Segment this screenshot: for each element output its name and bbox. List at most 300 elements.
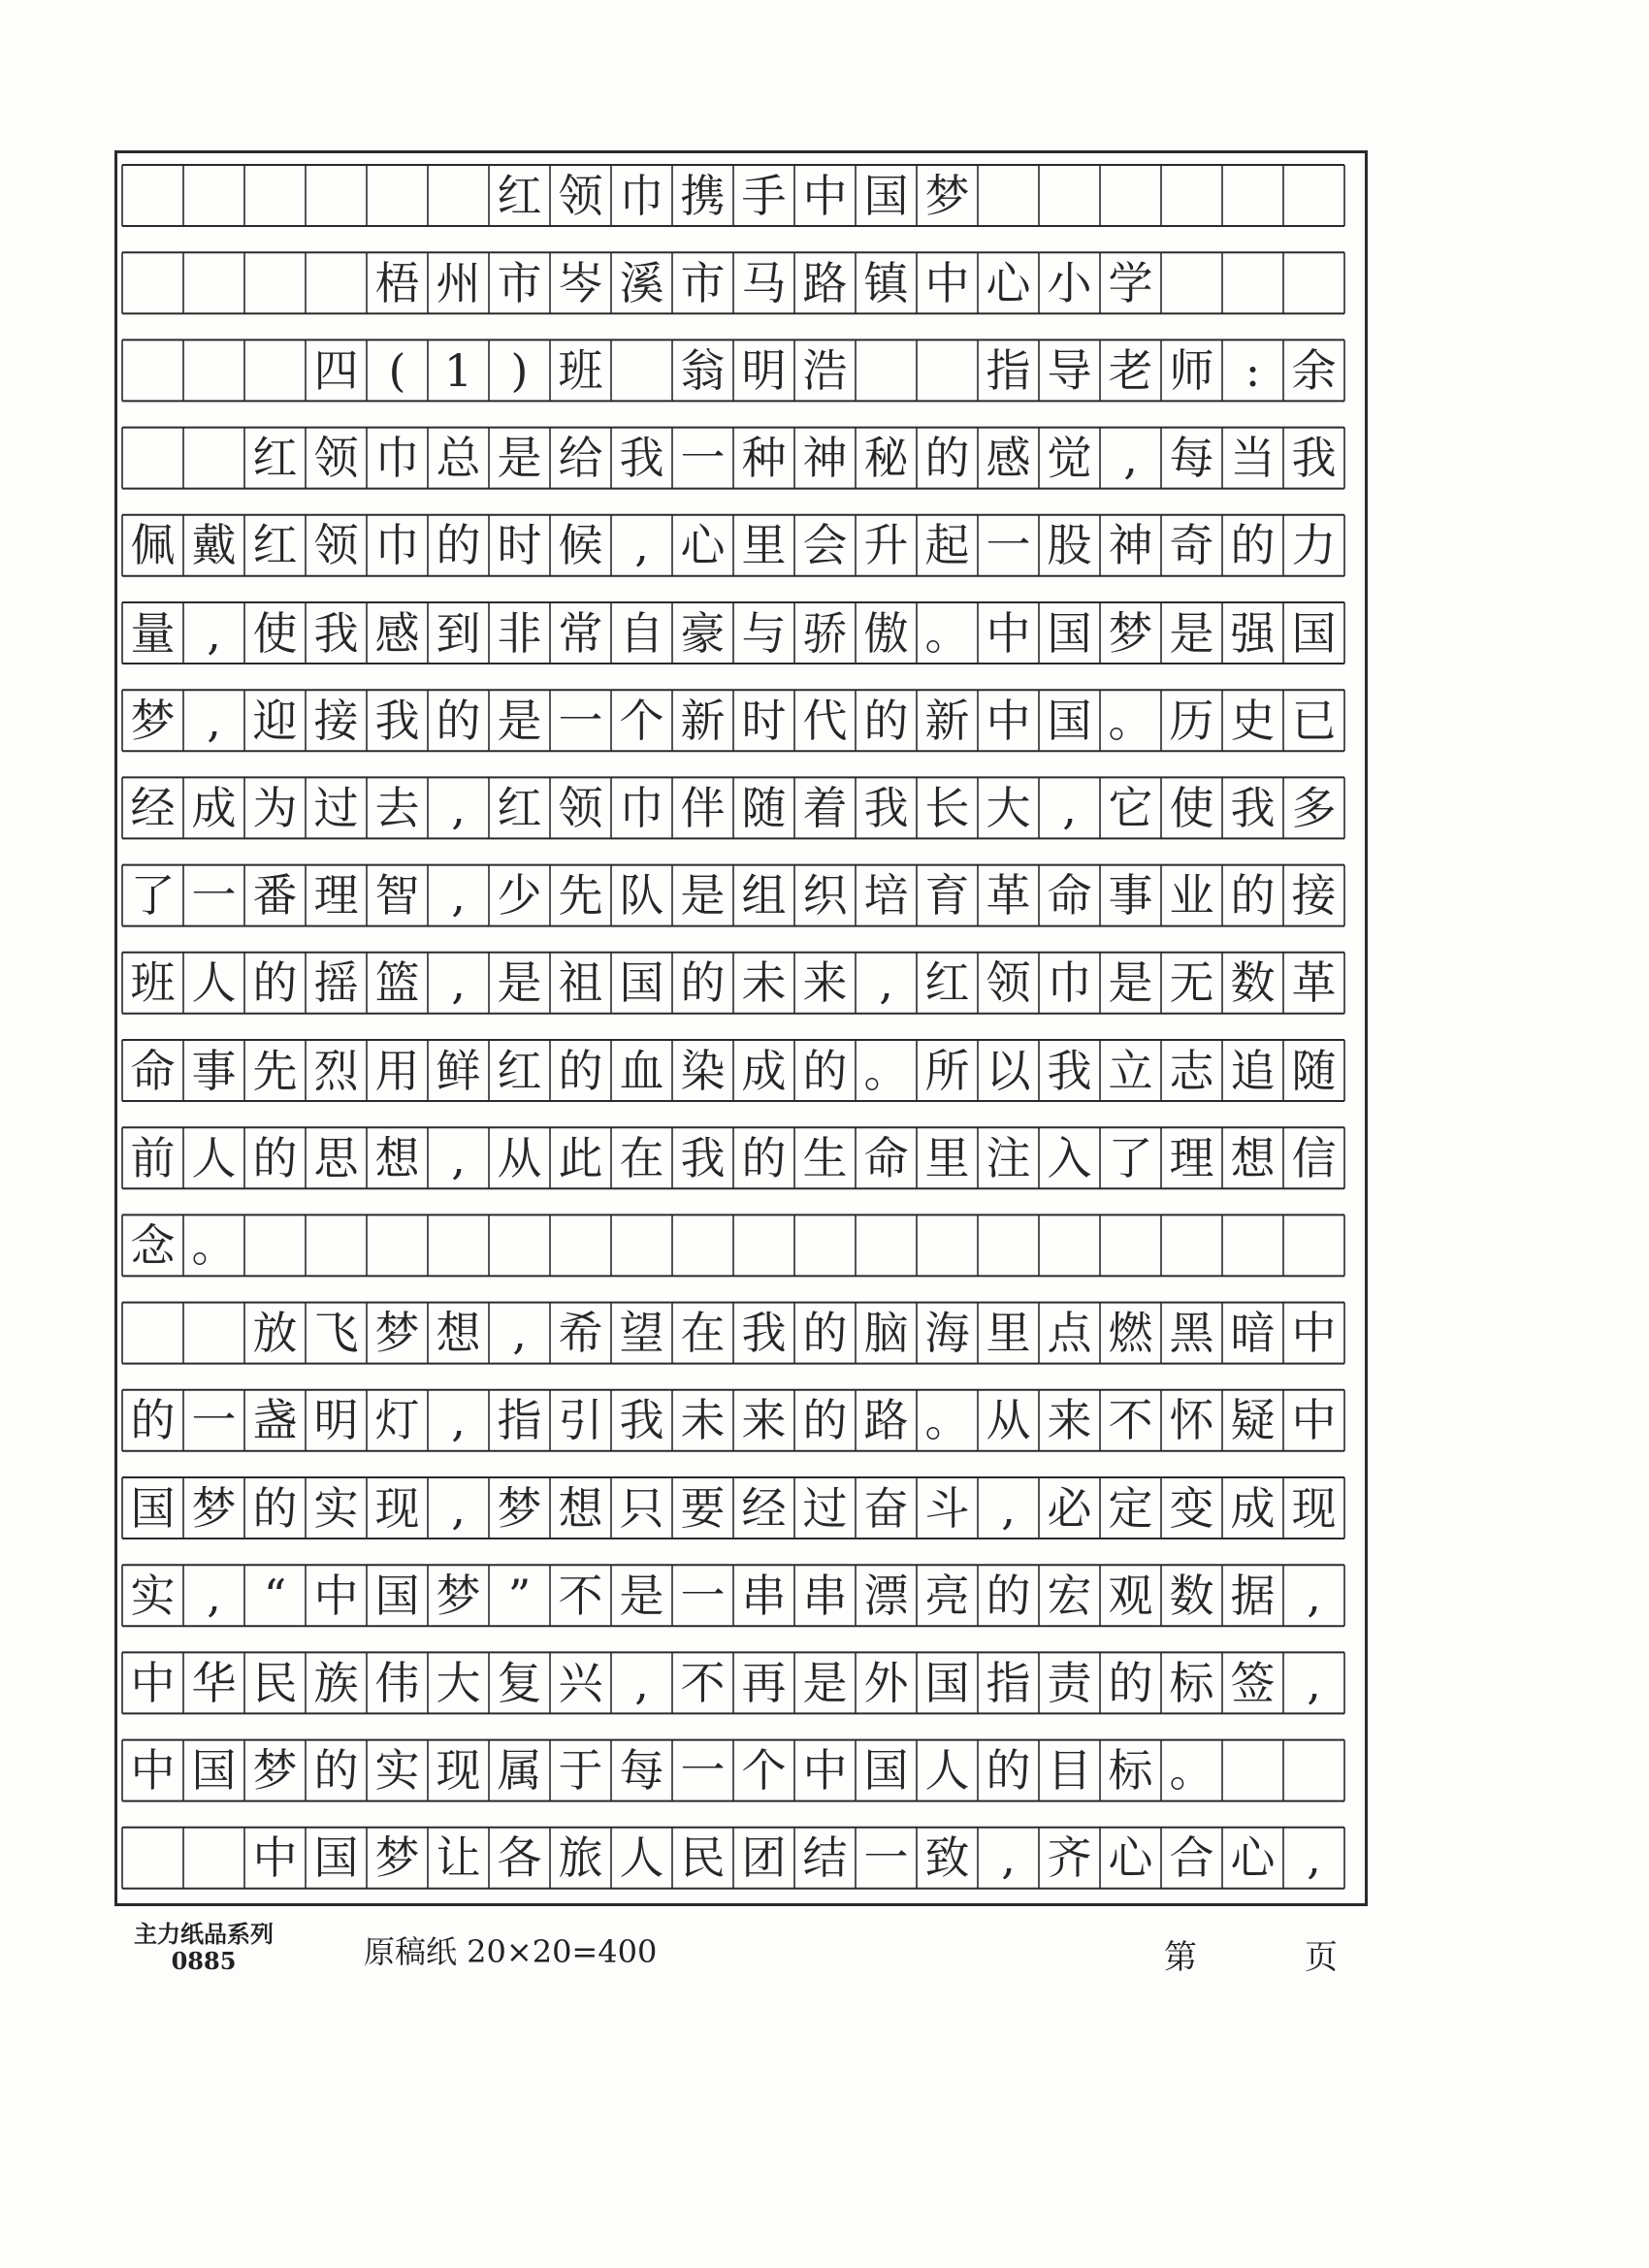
grid-cell: 现 bbox=[374, 1481, 420, 1535]
grid-cell: 中 bbox=[130, 1656, 176, 1709]
grid-cell: 导 bbox=[1047, 343, 1092, 397]
grid-cell bbox=[428, 165, 489, 226]
grid-cell: 心 bbox=[680, 519, 726, 572]
paper-spec: 原稿纸 20×20=400 bbox=[364, 1933, 658, 1970]
grid-cell: 番 bbox=[252, 869, 298, 923]
grid-cell: 烈 bbox=[313, 1044, 359, 1097]
grid-cell: 来 bbox=[741, 1394, 787, 1447]
grid-cell: 是 bbox=[497, 432, 542, 485]
grid-cell: 奇 bbox=[1169, 519, 1214, 572]
grid-cell: 神 bbox=[802, 432, 848, 485]
grid-cell: 染 bbox=[680, 1044, 726, 1097]
grid-cell: 责 bbox=[1047, 1656, 1092, 1709]
grid-cell: 为 bbox=[252, 781, 298, 834]
grid-cell bbox=[1100, 165, 1161, 226]
grid-cell: 明 bbox=[313, 1394, 359, 1447]
grid-cell: 红 bbox=[252, 432, 298, 485]
paper-series-code: 0885 bbox=[171, 1946, 237, 1975]
grid-cell: 的 bbox=[436, 519, 481, 572]
grid-cell: 我 bbox=[1047, 1044, 1092, 1097]
grid-cell bbox=[122, 428, 183, 489]
grid-cell bbox=[1222, 252, 1283, 313]
grid-cell: 只 bbox=[619, 1481, 664, 1535]
grid-cell: 路 bbox=[802, 256, 848, 309]
grid-cell: 巾 bbox=[1047, 956, 1092, 1010]
grid-cell: 结 bbox=[802, 1831, 848, 1885]
grid-cell: 。 bbox=[924, 1394, 970, 1447]
grid-cell: , bbox=[1307, 1569, 1321, 1622]
grid-cell bbox=[244, 165, 306, 226]
grid-cell: 是 bbox=[802, 1656, 848, 1709]
grid-cell: 去 bbox=[374, 781, 420, 834]
grid-cell: 引 bbox=[558, 1394, 603, 1447]
grid-cell: 里 bbox=[924, 1131, 970, 1184]
grid-cell: 我 bbox=[374, 694, 420, 747]
grid-cell: 种 bbox=[741, 432, 787, 485]
grid-cell: 先 bbox=[252, 1044, 298, 1097]
page-label-ye: 页 bbox=[1305, 1938, 1338, 1977]
grid-cell: 据 bbox=[1230, 1569, 1276, 1622]
grid-cell: 里 bbox=[986, 1307, 1031, 1360]
grid-cell: 各 bbox=[497, 1831, 542, 1885]
grid-cell: 我 bbox=[1230, 781, 1276, 834]
grid-cell bbox=[183, 1303, 244, 1364]
grid-cell: 念 bbox=[130, 1218, 176, 1272]
grid-cell: 命 bbox=[130, 1044, 176, 1097]
grid-cell: 中 bbox=[130, 1744, 176, 1798]
grid-cell: 一 bbox=[863, 1831, 909, 1885]
grid-cell: 伴 bbox=[680, 781, 726, 834]
grid-cell: 溪 bbox=[619, 256, 664, 309]
grid-cell: 国 bbox=[374, 1569, 420, 1622]
grid-cell: 中 bbox=[252, 1831, 298, 1885]
grid-cell: 梦 bbox=[252, 1744, 298, 1798]
grid-cell: 织 bbox=[802, 869, 848, 923]
grid-cell: ” bbox=[507, 1569, 532, 1622]
grid-cell: 路 bbox=[863, 1394, 909, 1447]
grid-cell bbox=[122, 1303, 183, 1364]
grid-cell: 命 bbox=[1047, 869, 1092, 923]
grid-cell: 无 bbox=[1169, 956, 1214, 1010]
grid-cell: 事 bbox=[191, 1044, 237, 1097]
grid-cell: 傲 bbox=[863, 606, 909, 660]
grid-cell: 豪 bbox=[680, 606, 726, 660]
grid-cell: 的 bbox=[1230, 519, 1276, 572]
grid-cell: 串 bbox=[802, 1569, 848, 1622]
grid-cell: 的 bbox=[680, 956, 726, 1010]
grid-cell bbox=[794, 1215, 856, 1276]
grid-cell: 中 bbox=[924, 256, 970, 309]
grid-cell bbox=[122, 1828, 183, 1889]
grid-cell: 黑 bbox=[1169, 1307, 1214, 1360]
grid-cell: , bbox=[1001, 1481, 1016, 1535]
grid-cell: 量 bbox=[130, 606, 176, 660]
grid-cell: , bbox=[451, 781, 466, 834]
grid-cell bbox=[244, 1215, 306, 1276]
grid-cell: 先 bbox=[558, 869, 603, 923]
grid-cell: 里 bbox=[741, 519, 787, 572]
grid-cell: 的 bbox=[986, 1744, 1031, 1798]
grid-cell: 随 bbox=[1291, 1044, 1337, 1097]
grid-cell: , bbox=[451, 869, 466, 923]
grid-cell bbox=[244, 340, 306, 401]
grid-cell: 每 bbox=[619, 1744, 664, 1798]
grid-cell: 班 bbox=[558, 343, 603, 397]
grid-cell: 领 bbox=[986, 956, 1031, 1010]
grid-cell: 过 bbox=[802, 1481, 848, 1535]
grid-cell: 中 bbox=[802, 1744, 848, 1798]
grid-cell: 感 bbox=[986, 432, 1031, 485]
grid-cell: 骄 bbox=[802, 606, 848, 660]
grid-cell bbox=[856, 1215, 917, 1276]
grid-cell: 是 bbox=[1169, 606, 1214, 660]
grid-cell bbox=[917, 1215, 978, 1276]
grid-cell: 当 bbox=[1230, 432, 1276, 485]
grid-cell: 个 bbox=[619, 694, 664, 747]
grid-cell: 盏 bbox=[252, 1394, 298, 1447]
grid-cell: 人 bbox=[924, 1744, 970, 1798]
grid-cell: 了 bbox=[130, 869, 176, 923]
grid-cell: 老 bbox=[1108, 343, 1153, 397]
grid-cell: 红 bbox=[497, 1044, 542, 1097]
grid-cell: 班 bbox=[130, 956, 176, 1010]
grid-cell bbox=[1283, 1215, 1344, 1276]
grid-cell: , bbox=[1307, 1831, 1321, 1885]
grid-cell: 怀 bbox=[1169, 1394, 1214, 1447]
grid-cell: 再 bbox=[741, 1656, 787, 1709]
grid-cell: 中 bbox=[802, 169, 848, 222]
grid-cell bbox=[1222, 165, 1283, 226]
grid-cell: 大 bbox=[986, 781, 1031, 834]
grid-cell: 观 bbox=[1108, 1569, 1153, 1622]
grid-cell: 个 bbox=[741, 1744, 787, 1798]
grid-cell: 巾 bbox=[619, 169, 664, 222]
grid-cell: 命 bbox=[863, 1131, 909, 1184]
grid-cell: 指 bbox=[986, 343, 1031, 397]
grid-cell: 必 bbox=[1047, 1481, 1092, 1535]
grid-cell: 在 bbox=[619, 1131, 664, 1184]
grid-cell: 梦 bbox=[130, 694, 176, 747]
grid-cell: 的 bbox=[863, 694, 909, 747]
grid-cell: “ bbox=[263, 1569, 287, 1622]
grid-cell bbox=[122, 340, 183, 401]
grid-cell: 多 bbox=[1291, 781, 1337, 834]
grid-cell: , bbox=[879, 956, 893, 1010]
grid-cell: 会 bbox=[802, 519, 848, 572]
grid-cell: 追 bbox=[1230, 1044, 1276, 1097]
grid-cell: 希 bbox=[558, 1307, 603, 1360]
grid-cell: 梦 bbox=[374, 1831, 420, 1885]
grid-cell: 强 bbox=[1230, 606, 1276, 660]
grid-cell: 给 bbox=[558, 432, 603, 485]
grid-cell: 经 bbox=[741, 1481, 787, 1535]
grid-cell: 让 bbox=[436, 1831, 481, 1885]
grid-cell: 携 bbox=[680, 169, 726, 222]
grid-cell: 我 bbox=[1291, 432, 1337, 485]
grid-cell: 理 bbox=[1169, 1131, 1214, 1184]
grid-cell bbox=[367, 1215, 428, 1276]
grid-cell: 华 bbox=[191, 1656, 237, 1709]
grid-cell: 实 bbox=[313, 1481, 359, 1535]
grid-cell: 指 bbox=[986, 1656, 1031, 1709]
grid-cell: 用 bbox=[374, 1044, 420, 1097]
grid-cell: 现 bbox=[1291, 1481, 1337, 1535]
grid-cell: 目 bbox=[1047, 1744, 1092, 1798]
grid-cell: 从 bbox=[986, 1394, 1031, 1447]
grid-cell: 接 bbox=[1291, 869, 1337, 923]
grid-cell: 族 bbox=[313, 1656, 359, 1709]
grid-cell: 海 bbox=[924, 1307, 970, 1360]
grid-cell: 。 bbox=[1108, 694, 1153, 747]
grid-cell: 了 bbox=[1108, 1131, 1153, 1184]
grid-cell: 飞 bbox=[313, 1307, 359, 1360]
grid-cell: , bbox=[1307, 1656, 1321, 1709]
grid-cell: 非 bbox=[497, 606, 542, 660]
grid-cell: 实 bbox=[374, 1744, 420, 1798]
grid-cell: 以 bbox=[986, 1044, 1031, 1097]
grid-cell: ( bbox=[388, 343, 406, 397]
grid-cell: , bbox=[512, 1307, 527, 1360]
grid-cell: 祖 bbox=[558, 956, 603, 1010]
grid-cell: 国 bbox=[1291, 606, 1337, 660]
grid-cell: , bbox=[451, 1481, 466, 1535]
grid-cell bbox=[672, 1215, 733, 1276]
grid-cell: 现 bbox=[436, 1744, 481, 1798]
grid-cell: 。 bbox=[863, 1044, 909, 1097]
grid-cell: 国 bbox=[863, 1744, 909, 1798]
grid-cell: 灯 bbox=[374, 1394, 420, 1447]
grid-cell: 成 bbox=[191, 781, 237, 834]
grid-cell bbox=[183, 340, 244, 401]
grid-cell: 着 bbox=[802, 781, 848, 834]
grid-cell: 历 bbox=[1169, 694, 1214, 747]
grid-cell: 觉 bbox=[1047, 432, 1092, 485]
grid-cell bbox=[856, 340, 917, 401]
grid-cell bbox=[1039, 1215, 1100, 1276]
grid-cell: 心 bbox=[1108, 1831, 1153, 1885]
manuscript-sheet bbox=[114, 150, 1368, 1906]
grid-cell: 中 bbox=[1291, 1307, 1337, 1360]
grid-cell: 国 bbox=[1047, 694, 1092, 747]
grid-cell: 梦 bbox=[1108, 606, 1153, 660]
grid-cell: 属 bbox=[497, 1744, 542, 1798]
grid-cell: 的 bbox=[252, 1131, 298, 1184]
grid-cell bbox=[1161, 252, 1222, 313]
grid-cell: 队 bbox=[619, 869, 664, 923]
grid-cell: 成 bbox=[741, 1044, 787, 1097]
grid-cell: 秘 bbox=[863, 432, 909, 485]
grid-cell: , bbox=[1062, 781, 1077, 834]
grid-cell: 总 bbox=[436, 432, 481, 485]
grid-cell: 市 bbox=[497, 256, 542, 309]
grid-cell: 是 bbox=[1108, 956, 1153, 1010]
grid-cell: 接 bbox=[313, 694, 359, 747]
grid-cell: 的 bbox=[252, 1481, 298, 1535]
grid-cell bbox=[1039, 165, 1100, 226]
grid-cell: 智 bbox=[374, 869, 420, 923]
grid-cell: 摇 bbox=[313, 956, 359, 1010]
grid-cell: 梦 bbox=[191, 1481, 237, 1535]
grid-cell bbox=[306, 1215, 367, 1276]
grid-cell: 梦 bbox=[924, 169, 970, 222]
grid-cell: 鲜 bbox=[436, 1044, 481, 1097]
grid-cell: 标 bbox=[1169, 1656, 1214, 1709]
grid-cell: 的 bbox=[802, 1044, 848, 1097]
grid-cell: 从 bbox=[497, 1131, 542, 1184]
grid-cell: 革 bbox=[986, 869, 1031, 923]
grid-cell: 一 bbox=[986, 519, 1031, 572]
grid-cell bbox=[1283, 252, 1344, 313]
grid-cell: 理 bbox=[313, 869, 359, 923]
grid-cell: 。 bbox=[191, 1218, 237, 1272]
grid-cell bbox=[183, 428, 244, 489]
grid-cell: 红 bbox=[497, 169, 542, 222]
grid-cell: 随 bbox=[741, 781, 787, 834]
grid-cell bbox=[917, 340, 978, 401]
grid-cell: 合 bbox=[1169, 1831, 1214, 1885]
grid-cell: 领 bbox=[313, 519, 359, 572]
grid-cell: , bbox=[1001, 1831, 1016, 1885]
grid-cell: 国 bbox=[191, 1744, 237, 1798]
grid-cell: 国 bbox=[313, 1831, 359, 1885]
grid-cell: 升 bbox=[863, 519, 909, 572]
grid-cell: 我 bbox=[680, 1131, 726, 1184]
manuscript-grid bbox=[117, 153, 1365, 1903]
grid-cell: 中 bbox=[986, 694, 1031, 747]
grid-cell: 领 bbox=[558, 781, 603, 834]
grid-cell: 力 bbox=[1291, 519, 1337, 572]
grid-cell: 我 bbox=[741, 1307, 787, 1360]
grid-cell: , bbox=[207, 606, 221, 660]
grid-cell: 燃 bbox=[1108, 1307, 1153, 1360]
grid-cell: 每 bbox=[1169, 432, 1214, 485]
grid-cell: 中 bbox=[1291, 1394, 1337, 1447]
grid-cell: 旅 bbox=[558, 1831, 603, 1885]
grid-cell: 马 bbox=[741, 256, 787, 309]
grid-cell: 时 bbox=[497, 519, 542, 572]
grid-cell: 红 bbox=[497, 781, 542, 834]
grid-cell: 的 bbox=[130, 1394, 176, 1447]
grid-cell: 已 bbox=[1291, 694, 1337, 747]
grid-cell: 奋 bbox=[863, 1481, 909, 1535]
paper-series-name: 主力纸品系列 bbox=[134, 1920, 274, 1948]
grid-cell: 中 bbox=[313, 1569, 359, 1622]
grid-cell bbox=[1283, 165, 1344, 226]
grid-cell bbox=[428, 1215, 489, 1276]
grid-cell: 余 bbox=[1291, 343, 1337, 397]
grid-cell: 迎 bbox=[252, 694, 298, 747]
grid-cell: 过 bbox=[313, 781, 359, 834]
grid-cell: 国 bbox=[1047, 606, 1092, 660]
grid-cell: 定 bbox=[1108, 1481, 1153, 1535]
grid-cell: , bbox=[634, 1656, 649, 1709]
grid-cell: 标 bbox=[1108, 1744, 1153, 1798]
grid-cell: 小 bbox=[1047, 256, 1092, 309]
grid-cell: 外 bbox=[863, 1656, 909, 1709]
grid-cell: 数 bbox=[1169, 1569, 1214, 1622]
grid-cell: 经 bbox=[130, 781, 176, 834]
grid-cell: 大 bbox=[436, 1656, 481, 1709]
grid-cell: 的 bbox=[1230, 869, 1276, 923]
grid-cell: 长 bbox=[924, 781, 970, 834]
grid-cell: 点 bbox=[1047, 1307, 1092, 1360]
grid-cell bbox=[489, 1215, 550, 1276]
grid-cell: 齐 bbox=[1047, 1831, 1092, 1885]
grid-cell: 梧 bbox=[374, 256, 420, 309]
grid-cell bbox=[1283, 1740, 1344, 1801]
grid-cell: 国 bbox=[863, 169, 909, 222]
grid-cell: 想 bbox=[558, 1481, 603, 1535]
grid-cell bbox=[183, 1828, 244, 1889]
grid-cell: 望 bbox=[619, 1307, 664, 1360]
grid-cell: 时 bbox=[741, 694, 787, 747]
grid-cell: 市 bbox=[680, 256, 726, 309]
grid-cell bbox=[978, 1215, 1039, 1276]
grid-cell: 。 bbox=[1169, 1744, 1214, 1798]
grid-cell: 一 bbox=[191, 1394, 237, 1447]
grid-cell: 信 bbox=[1291, 1131, 1337, 1184]
grid-cell bbox=[122, 165, 183, 226]
grid-cell: 亮 bbox=[924, 1569, 970, 1622]
grid-cell: 致 bbox=[924, 1831, 970, 1885]
grid-cell: 镇 bbox=[863, 256, 909, 309]
grid-cell: 起 bbox=[924, 519, 970, 572]
grid-cell: 感 bbox=[374, 606, 420, 660]
grid-cell: 股 bbox=[1047, 519, 1092, 572]
grid-cell: , bbox=[451, 956, 466, 1010]
grid-cell: 想 bbox=[436, 1307, 481, 1360]
grid-cell bbox=[306, 165, 367, 226]
grid-cell: , bbox=[207, 694, 221, 747]
grid-cell: 梦 bbox=[497, 1481, 542, 1535]
grid-cell: 少 bbox=[497, 869, 542, 923]
grid-cell: : bbox=[1245, 343, 1261, 397]
grid-cell: 签 bbox=[1230, 1656, 1276, 1709]
grid-cell: 篮 bbox=[374, 956, 420, 1010]
grid-cell: 的 bbox=[802, 1394, 848, 1447]
grid-cell: 巾 bbox=[374, 432, 420, 485]
grid-cell: 心 bbox=[986, 256, 1031, 309]
grid-cell: 是 bbox=[497, 694, 542, 747]
grid-cell: 斗 bbox=[924, 1481, 970, 1535]
grid-cell: 四 bbox=[313, 343, 359, 397]
grid-cell: 与 bbox=[741, 606, 787, 660]
grid-cell: 我 bbox=[619, 432, 664, 485]
grid-cell: 育 bbox=[924, 869, 970, 923]
grid-cell bbox=[550, 1215, 611, 1276]
grid-cell: 团 bbox=[741, 1831, 787, 1885]
grid-cell: 未 bbox=[741, 956, 787, 1010]
grid-cell: 候 bbox=[558, 519, 603, 572]
grid-cell: 我 bbox=[863, 781, 909, 834]
grid-cell: 血 bbox=[619, 1044, 664, 1097]
grid-cell: 国 bbox=[130, 1481, 176, 1535]
grid-cell: 不 bbox=[1108, 1394, 1153, 1447]
grid-cell: 史 bbox=[1230, 694, 1276, 747]
grid-cell: 漂 bbox=[863, 1569, 909, 1622]
grid-cell: 业 bbox=[1169, 869, 1214, 923]
grid-cell bbox=[244, 252, 306, 313]
grid-cell: 常 bbox=[558, 606, 603, 660]
grid-cell: 在 bbox=[680, 1307, 726, 1360]
grid-cell: 革 bbox=[1291, 956, 1337, 1010]
grid-cell: 巾 bbox=[619, 781, 664, 834]
grid-cell: 的 bbox=[802, 1307, 848, 1360]
grid-cell: 想 bbox=[374, 1131, 420, 1184]
grid-cell: 未 bbox=[680, 1394, 726, 1447]
grid-cell: 梦 bbox=[436, 1569, 481, 1622]
grid-cell: 代 bbox=[802, 694, 848, 747]
